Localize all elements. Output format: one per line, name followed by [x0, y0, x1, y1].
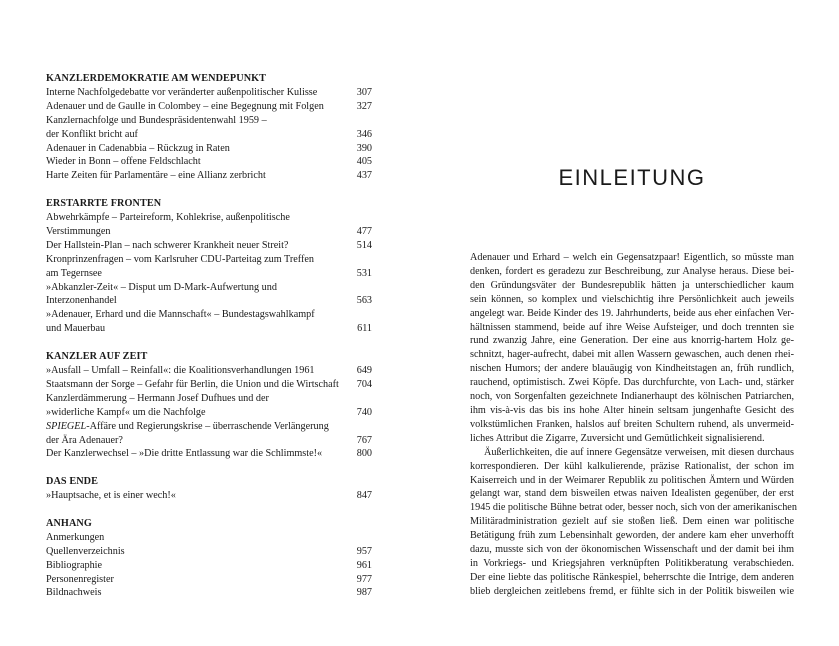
toc-entry-line — [46, 573, 372, 587]
toc-entry-text: Staatsmann der Sorge – Gefahr für Berlin, die Union und die Wirtschaft — [46, 378, 339, 390]
body-line: Adenauer und Erhard – welch ein Gegensatzpaar! Eigentlich, so müsste man — [470, 252, 794, 263]
toc-page-number: 514 — [356, 239, 372, 251]
toc-entry-text: Kronprinzenfragen – vom Karlsruher CDU-Parteitag zum Treffen — [46, 253, 315, 265]
toc-entry-line — [46, 114, 372, 128]
toc-entry-text: Kanzlernachfolge und Bundespräsidentenwahl 1959 – — [46, 114, 267, 126]
toc-section — [46, 197, 372, 336]
body-line: sein können, so komplex und vielschichtig ihre Persönlichkeit auch jeweils — [470, 293, 794, 305]
toc-entry-line — [46, 364, 372, 378]
toc-entry-line — [46, 281, 372, 295]
toc-page-number: 477 — [356, 225, 372, 237]
body-line: schnitzt, hager-aufrecht, dabei mit allen Wassern gewaschen, auch denen rhei- — [470, 349, 794, 361]
toc-entry-line — [46, 239, 372, 253]
body-line: 1945 die politische Bühne betrat oder, besser noch, sich von der amerikanischen — [470, 502, 797, 514]
toc-entry-text: Abwehrkämpfe – Parteireform, Kohlekrise, außenpolitische — [46, 212, 290, 224]
toc-page-number: 800 — [356, 448, 372, 460]
body-line: den Gründungsväter der Bundesrepublik hätten ja unterschiedlicher kaum — [470, 279, 794, 291]
toc-entry-line — [46, 392, 372, 406]
body-line: in Vorkriegs- und Kriegsjahren verknüpften Politikberatung verabschieden. — [470, 557, 794, 569]
toc-entry-line — [46, 586, 372, 600]
toc-entry-text: Wieder in Bonn – offene Feldschlacht — [46, 156, 201, 168]
body-line: Kaiserreich und in der Weimarer Republik zu politischen Ämtern und Würden — [470, 474, 794, 486]
toc-entry-text: Personenregister — [46, 573, 114, 585]
toc-page-number: 390 — [356, 142, 372, 154]
body-line: ihm vis-à-vis das bis ins hohe Alter hinein seltsam jungenhafte Gesicht des — [470, 404, 794, 416]
toc-entry-text: »Ausfall – Umfall – Reinfall«: die Koalitionsverhandlungen 1961 — [46, 365, 315, 376]
toc-entry-text: Anmerkungen — [46, 531, 105, 543]
toc-section — [46, 350, 372, 461]
toc-section — [46, 475, 372, 503]
toc-entry-text: Verstimmungen — [46, 225, 111, 237]
chapter-body — [470, 251, 797, 599]
toc-page-number: 327 — [356, 100, 372, 112]
toc-page-number: 405 — [356, 156, 372, 168]
toc-entry-text: Bildnachweis — [46, 587, 102, 599]
toc-entry-line — [46, 294, 372, 308]
toc-entry-text: »Abkanzler-Zeit« – Disput um D-Mark-Aufwertung und — [46, 281, 277, 293]
toc-page-number: 437 — [356, 170, 372, 182]
body-line: korrespondieren. Der kühl kalkulierende, präzise Rationalist, der schon im — [470, 460, 794, 472]
toc-section-title: KANZLERDEMOKRATIE AM WENDEPUNKT — [46, 73, 267, 84]
toc-entry-line — [46, 406, 372, 420]
body-line: Betätigung früh zum Lebensinhalt geworden, der andere kam eher unverhofft — [470, 530, 794, 542]
toc-page-number: 346 — [356, 128, 372, 140]
toc-entry-line — [46, 308, 372, 322]
toc-page-number: 704 — [356, 378, 372, 390]
toc-entry-text: Adenauer und de Gaulle in Colombey – eine Begegnung mit Folgen — [46, 100, 324, 112]
body-line: hältnissen stammend, beide auf ihre Weise Aufsteiger, und doch trennten sie — [470, 321, 794, 333]
toc-entry-line — [46, 559, 372, 573]
toc-entry-text: der Konflikt bricht auf — [46, 128, 138, 140]
toc-entry-text: Interne Nachfolgedebatte vor veränderter außenpolitischer Kulisse — [46, 86, 318, 98]
body-line: gelangt war, stand dem bisweilen etwas naiven Idealisten gegenüber, der erst — [470, 488, 794, 500]
body-line: Äußerlichkeiten, die auf innere Gegensätze verweisen, mit diesen durchaus — [484, 446, 794, 458]
toc-page-number: 649 — [356, 365, 372, 376]
toc-entry-italic: SPIEGEL — [46, 420, 87, 432]
toc-entry-line — [46, 545, 372, 559]
body-line: noch, von Sorgenfalten gezeichnete Indianerhaupt des kölnischen Patriarchen, — [470, 391, 794, 403]
toc-entry-text: am Tegernsee — [46, 267, 102, 279]
toc-entry-text: Kanzlerdämmerung – Hermann Josef Dufhues und der — [46, 392, 269, 404]
toc-entry-text: »Hauptsache, et is einer wech!« — [46, 490, 176, 502]
toc-section-title: ERSTARRTE FRONTEN — [46, 198, 162, 210]
body-line: denken, fordert es geradezu zur Beschreibung, zur Analyse heraus. Diese bei- — [470, 265, 794, 277]
toc-entry-text: Interzonenhandel — [46, 295, 117, 307]
body-line: angelegt war. Beide Kinder des 19. Jahrhunderts, beide aus eher einfachen Ver- — [470, 307, 794, 319]
toc-entry-line — [46, 86, 372, 100]
body-line: Militäradministration gezielt auf sie stoßen ließ. Dem einen war politische — [470, 516, 794, 528]
toc-entry-text: und Mauerbau — [46, 323, 106, 335]
toc-page-number: 563 — [356, 295, 372, 307]
toc-entry-line — [46, 322, 372, 336]
toc-entry-text: Der Kanzlerwechsel – »Die dritte Entlassung war die Schlimmste!« — [46, 448, 323, 460]
toc-entry-line — [46, 253, 372, 267]
toc-entry-text: Quellenverzeichnis — [46, 545, 125, 557]
toc-entry-line — [46, 434, 372, 448]
body-line: liches Attribut die Zigarre, Zuversicht und Gemütlichkeit signalisierend. — [470, 432, 765, 444]
toc-entry-line — [46, 169, 372, 183]
toc-section-title: DAS ENDE — [46, 476, 99, 488]
body-line: Der eine liebte das politische Ränkespiel, beherrschte die Intrige, dem anderen — [470, 571, 794, 583]
toc-entry-line — [46, 155, 372, 169]
toc-entry-text: SPIEGEL-Affäre und Regierungskrise – überraschende Verlängerung — [46, 420, 329, 432]
toc-section — [46, 72, 372, 183]
toc-section-title: ANHANG — [46, 517, 92, 529]
body-line: volkstümlichen Franken, halslos auf breiten Schultern ruhend, als unvermeid- — [470, 418, 794, 430]
toc-entry-line — [46, 211, 372, 225]
chapter-title: EINLEITUNG — [558, 164, 706, 190]
toc-entry-line — [46, 225, 372, 239]
toc-entry-text: Der Hallstein-Plan – nach schwerer Krankheit neuer Streit? — [46, 239, 289, 251]
toc-entry-line — [46, 447, 372, 461]
toc-page-number: 531 — [356, 267, 372, 279]
toc-page-number: 740 — [356, 406, 372, 418]
toc-page-number: 611 — [357, 323, 372, 335]
body-line: rund zwanzig Jahre, eine Generation. Der eine aus knorrig-hartem Holz ge- — [470, 335, 794, 347]
toc-entry-line — [46, 378, 372, 392]
toc-page-number: 987 — [356, 587, 372, 599]
toc-section — [46, 517, 372, 600]
toc-entry-text: Bibliographie — [46, 559, 103, 571]
toc-page-number: 307 — [356, 86, 372, 98]
toc-entry-line — [46, 531, 372, 545]
toc-page-number: 961 — [356, 559, 372, 571]
body-line: dazu, musste sich von der ökonomischen Wissenschaft und der damit bei ihm — [470, 544, 794, 556]
toc-section-title: KANZLER AUF ZEIT — [46, 351, 148, 363]
toc-entry-text: »Adenauer, Erhard und die Mannschaft« – Bundestagswahlkampf — [46, 309, 315, 321]
toc-entry-line — [46, 142, 372, 156]
toc-page-number: 847 — [356, 490, 372, 502]
toc-entry-text: Harte Zeiten für Parlamentäre – eine Allianz zerbricht — [46, 170, 266, 182]
toc-entry-line — [46, 100, 372, 114]
toc-entry-text: der Ära Adenauer? — [46, 434, 123, 446]
toc-entry-line — [46, 267, 372, 281]
toc-entry-line — [46, 420, 372, 434]
body-line: rauchend, optimistisch. Zwei Köpfe. Das durchfurchte, von Lach- und, stärker — [470, 377, 794, 389]
toc-entry-line — [46, 489, 372, 503]
toc-page-number: 957 — [356, 545, 372, 557]
table-of-contents — [46, 72, 372, 614]
toc-page-number: 767 — [356, 434, 372, 446]
toc-page-number: 977 — [356, 573, 372, 585]
toc-entry-text: »widerliche Kampf« um die Nachfolge — [46, 406, 206, 418]
toc-entry-text: Adenauer in Cadenabbia – Rückzug in Raten — [46, 142, 230, 154]
toc-entry-line — [46, 128, 372, 142]
body-line: blieb dergleichen zeitlebens fremd, er fühlte sich in der Politik bisweilen wie — [470, 585, 794, 597]
body-line: nischen Humors; der andere blauäugig von Kindheitstagen an, früh rundlich, — [470, 363, 794, 375]
